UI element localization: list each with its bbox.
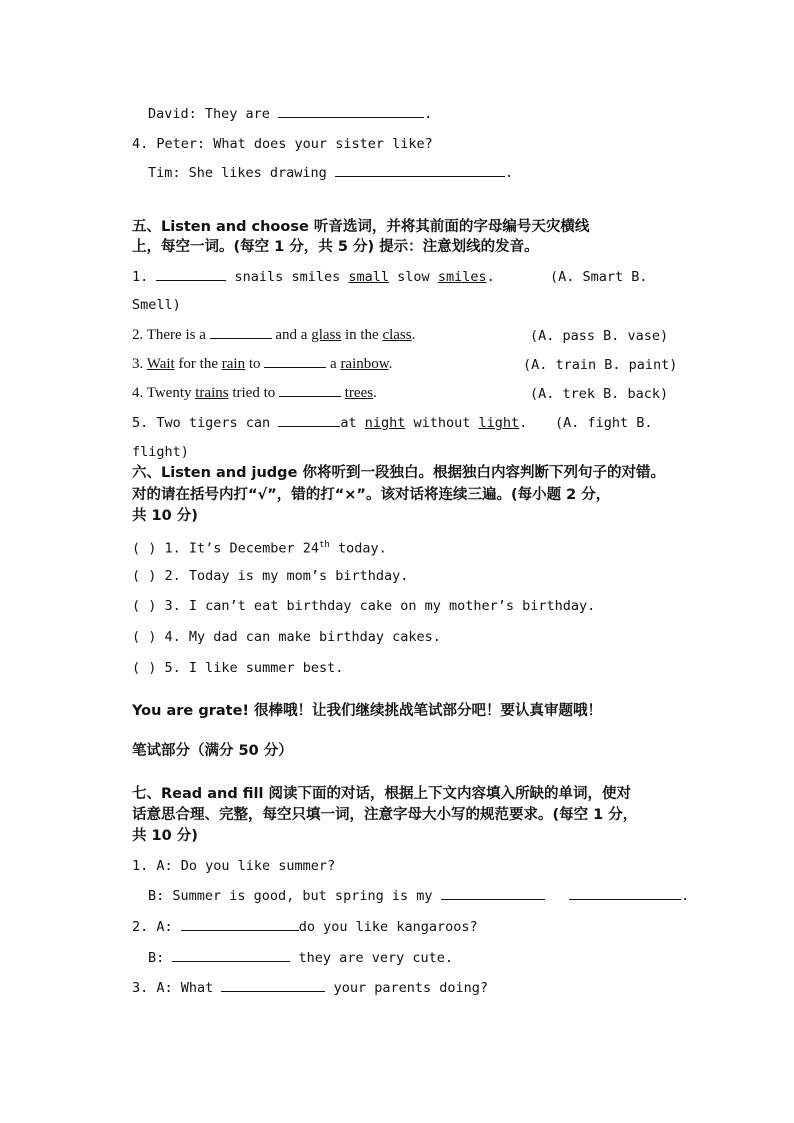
s5-q5-wrap: flight) bbox=[132, 444, 189, 460]
s5-q3: 3. Wait for the rain to a rainbow. bbox=[132, 356, 393, 372]
section5-heading-2: 上，每空一词。(每空 1 分，共 5 分) 提示：注意划线的发音。 bbox=[132, 239, 539, 255]
judge-item: ( ) 1. It’s December 24th today. bbox=[132, 540, 387, 557]
s7-q2a: 2. A: do you like kangaroos? bbox=[132, 919, 478, 935]
section6-heading-1: 六、Listen and judge 你将听到一段独白。根据独白内容判断下列句子的对错。 bbox=[132, 465, 665, 481]
david-line: David: They are . bbox=[148, 106, 433, 122]
s5-q2-options: (A. pass B. vase) bbox=[530, 328, 669, 344]
s5-q4-options: (A. trek B. back) bbox=[530, 386, 669, 402]
judge-paren[interactable]: ( ) bbox=[132, 540, 157, 557]
s5-q5-options: (A. fight B. bbox=[555, 415, 653, 431]
s5-q1: 1. snails smiles small slow smiles. bbox=[132, 269, 495, 285]
s5-q1-options: (A. Smart B. bbox=[550, 269, 648, 285]
section7-heading-1: 七、Read and fill 阅读下面的对话，根据上下文内容填入所缺的单词，使对 bbox=[132, 786, 631, 802]
s7-q3a: 3. A: What your parents doing? bbox=[132, 980, 488, 996]
s5-q5: 5. Two tigers can at night without light. bbox=[132, 415, 528, 431]
section7-heading-3: 共 10 分) bbox=[132, 828, 198, 844]
encouragement: You are grate! 很棒哦！让我们继续挑战笔试部分吧！要认真审题哦！ bbox=[132, 703, 603, 719]
judge-paren[interactable]: ( ) bbox=[132, 629, 157, 645]
section5-heading-1: 五、Listen and choose 听音选词，并将其前面的字母编号天灾横线 bbox=[132, 219, 590, 235]
answer-blank[interactable] bbox=[181, 918, 299, 931]
answer-blank[interactable] bbox=[156, 268, 226, 281]
judge-item: ( ) 3. I can’t eat birthday cake on my mother’s birthday. bbox=[132, 598, 596, 614]
judge-item: ( ) 4. My dad can make birthday cakes. bbox=[132, 629, 441, 645]
answer-blank[interactable] bbox=[441, 887, 545, 900]
s5-q1-wrap: Smell) bbox=[132, 297, 181, 313]
section6-heading-2: 对的请在括号内打“√”，错的打“×”。该对话将连续三遍。(每小题 2 分， bbox=[132, 487, 611, 503]
answer-blank[interactable] bbox=[569, 887, 681, 900]
answer-blank[interactable] bbox=[264, 355, 326, 368]
section7-heading-2: 话意思合理、完整，每空只填一词，注意字母大小写的规范要求。(每空 1 分， bbox=[132, 807, 638, 823]
s5-q2: 2. There is a and a glass in the class. bbox=[132, 327, 416, 343]
question-4-line: 4. Peter: What does your sister like? bbox=[132, 136, 433, 152]
judge-paren[interactable]: ( ) bbox=[132, 598, 157, 614]
s7-q1b: B: Summer is good, but spring is my . bbox=[148, 888, 690, 904]
answer-blank[interactable] bbox=[210, 326, 272, 339]
section6-heading-3: 共 10 分) bbox=[132, 508, 198, 524]
judge-item: ( ) 5. I like summer best. bbox=[132, 660, 344, 676]
answer-blank[interactable] bbox=[278, 105, 424, 118]
tim-line: Tim: She likes drawing . bbox=[148, 165, 514, 181]
judge-item: ( ) 2. Today is my mom’s birthday. bbox=[132, 568, 409, 584]
judge-paren[interactable]: ( ) bbox=[132, 660, 157, 676]
s5-q4: 4. Twenty trains tried to trees. bbox=[132, 385, 377, 401]
s7-q2b: B: they are very cute. bbox=[148, 950, 453, 966]
written-part-title: 笔试部分（满分 50 分） bbox=[132, 743, 293, 759]
answer-blank[interactable] bbox=[278, 414, 340, 427]
s5-q3-options: (A. train B. paint) bbox=[523, 357, 678, 373]
answer-blank[interactable] bbox=[221, 979, 325, 992]
s7-q1a: 1. A: Do you like summer? bbox=[132, 858, 336, 874]
judge-paren[interactable]: ( ) bbox=[132, 568, 157, 584]
answer-blank[interactable] bbox=[172, 949, 290, 962]
answer-blank[interactable] bbox=[279, 384, 341, 397]
answer-blank[interactable] bbox=[335, 164, 505, 177]
